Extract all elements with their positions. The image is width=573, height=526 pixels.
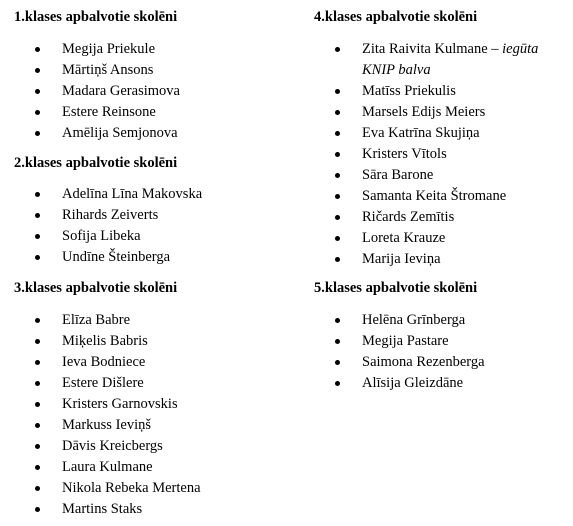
list-item [314, 310, 569, 331]
bullet-icon [35, 339, 40, 344]
student-name: Alīsija Gleizdāne [362, 375, 464, 391]
bullet-icon [335, 173, 340, 178]
list-item [314, 207, 569, 228]
bullet-icon [35, 47, 40, 52]
student-name: Loreta Krauze [362, 230, 446, 246]
student-name: Undīne Šteinberga [62, 249, 171, 265]
bullet-icon [335, 152, 340, 157]
list-item [314, 186, 569, 207]
student-name: Amēlija Semjonova [62, 125, 178, 141]
student-name: Markuss Ieviņš [62, 417, 152, 433]
list-item [14, 310, 294, 331]
student-name: Marsels Edijs Meiers [362, 104, 486, 120]
student-name: Rihards Zeiverts [62, 207, 159, 223]
bullet-icon [335, 339, 340, 344]
student-name: Mārtiņš Ansons [62, 62, 154, 78]
grade1-list [14, 39, 294, 144]
list-item [14, 39, 294, 60]
grade2-section [14, 155, 294, 268]
student-name: Samanta Keita Štromane [362, 188, 507, 204]
list-item [14, 184, 294, 205]
student-name: Miķelis Babris [62, 333, 148, 349]
bullet-icon [35, 213, 40, 218]
student-name: Nikola Rebeka Mertena [62, 480, 201, 496]
bullet-icon [35, 318, 40, 323]
bullet-icon [35, 507, 40, 512]
bullet-icon [35, 465, 40, 470]
grade4-heading: 4.klases apbalvotie skolēni [314, 9, 478, 25]
list-item [14, 415, 294, 436]
list-item [14, 205, 294, 226]
bullet-icon [335, 47, 340, 52]
bullet-icon [35, 110, 40, 115]
list-item [14, 373, 294, 394]
list-item [14, 331, 294, 352]
list-item [14, 394, 294, 415]
grade3-list [14, 310, 294, 520]
list-item [314, 228, 569, 249]
list-item [14, 499, 294, 520]
grade3-heading: 3.klases apbalvotie skolēni [14, 280, 178, 296]
list-item [314, 81, 569, 102]
student-name: Marija Ieviņa [362, 251, 441, 267]
grade2-list [14, 184, 294, 268]
student-name: Martins Staks [62, 501, 143, 517]
bullet-icon [335, 89, 340, 94]
student-name: Ričards Zemītis [362, 209, 455, 225]
list-item [314, 249, 569, 270]
student-name: Megija Pastare [362, 333, 449, 349]
list-item [314, 165, 569, 186]
student-name: Ieva Bodniece [62, 354, 146, 370]
student-name: Zita Raivita Kulmane – [362, 41, 499, 57]
grade1-section [14, 9, 294, 144]
student-name: Estere Dišlere [62, 375, 144, 391]
student-name: Eva Katrīna Skujiņa [362, 125, 480, 141]
list-item [314, 123, 569, 144]
list-item [314, 144, 569, 165]
student-name: Helēna Grīnberga [362, 312, 466, 328]
bullet-icon [335, 110, 340, 115]
bullet-icon [35, 402, 40, 407]
grade5-heading: 5.klases apbalvotie skolēni [314, 280, 478, 296]
list-item [314, 102, 569, 123]
bullet-icon [335, 360, 340, 365]
student-name: Laura Kulmane [62, 459, 153, 475]
bullet-icon [35, 381, 40, 386]
list-item [314, 39, 569, 81]
list-item [14, 60, 294, 81]
student-name: Kristers Garnovskis [62, 396, 178, 412]
grade5-list [314, 310, 569, 394]
grade3-section [14, 280, 294, 520]
bullet-icon [335, 236, 340, 241]
bullet-icon [35, 360, 40, 365]
list-item [14, 352, 294, 373]
student-name: Elīza Babre [62, 312, 131, 328]
student-name: Estere Reinsone [62, 104, 156, 120]
student-name: Matīss Priekulis [362, 83, 456, 99]
student-name: Sāra Barone [362, 167, 434, 183]
bullet-icon [35, 486, 40, 491]
list-item [314, 331, 569, 352]
bullet-icon [35, 423, 40, 428]
student-name: Sofija Libeka [62, 228, 141, 244]
list-item [14, 478, 294, 499]
list-item [314, 352, 569, 373]
bullet-icon [335, 215, 340, 220]
list-item [14, 226, 294, 247]
list-item [14, 123, 294, 144]
list-item [314, 373, 569, 394]
grade4-section [314, 9, 569, 270]
list-item [14, 457, 294, 478]
grade2-heading: 2.klases apbalvotie skolēni [14, 155, 178, 171]
bullet-icon [335, 381, 340, 386]
bullet-icon [335, 257, 340, 262]
bullet-icon [35, 444, 40, 449]
student-name: Megija Priekule [62, 41, 156, 57]
list-item [14, 102, 294, 123]
list-item [14, 436, 294, 457]
bullet-icon [35, 131, 40, 136]
bullet-icon [35, 255, 40, 260]
grade5-section [314, 280, 569, 394]
bullet-icon [35, 234, 40, 239]
bullet-icon [35, 68, 40, 73]
bullet-icon [335, 131, 340, 136]
grade1-heading: 1.klases apbalvotie skolēni [14, 9, 178, 25]
student-name: Saimona Rezenberga [362, 354, 485, 370]
student-name: Madara Gerasimova [62, 83, 180, 99]
bullet-icon [35, 192, 40, 197]
award-note: iegūta KNIP balva [362, 41, 539, 78]
student-name: Kristers Vītols [362, 146, 447, 162]
list-item [14, 247, 294, 268]
student-name: Adelīna Līna Makovska [62, 186, 203, 202]
student-name: Dāvis Kreicbergs [62, 438, 163, 454]
bullet-icon [335, 318, 340, 323]
list-item [14, 81, 294, 102]
grade4-list [314, 39, 569, 270]
bullet-icon [335, 194, 340, 199]
bullet-icon [35, 89, 40, 94]
